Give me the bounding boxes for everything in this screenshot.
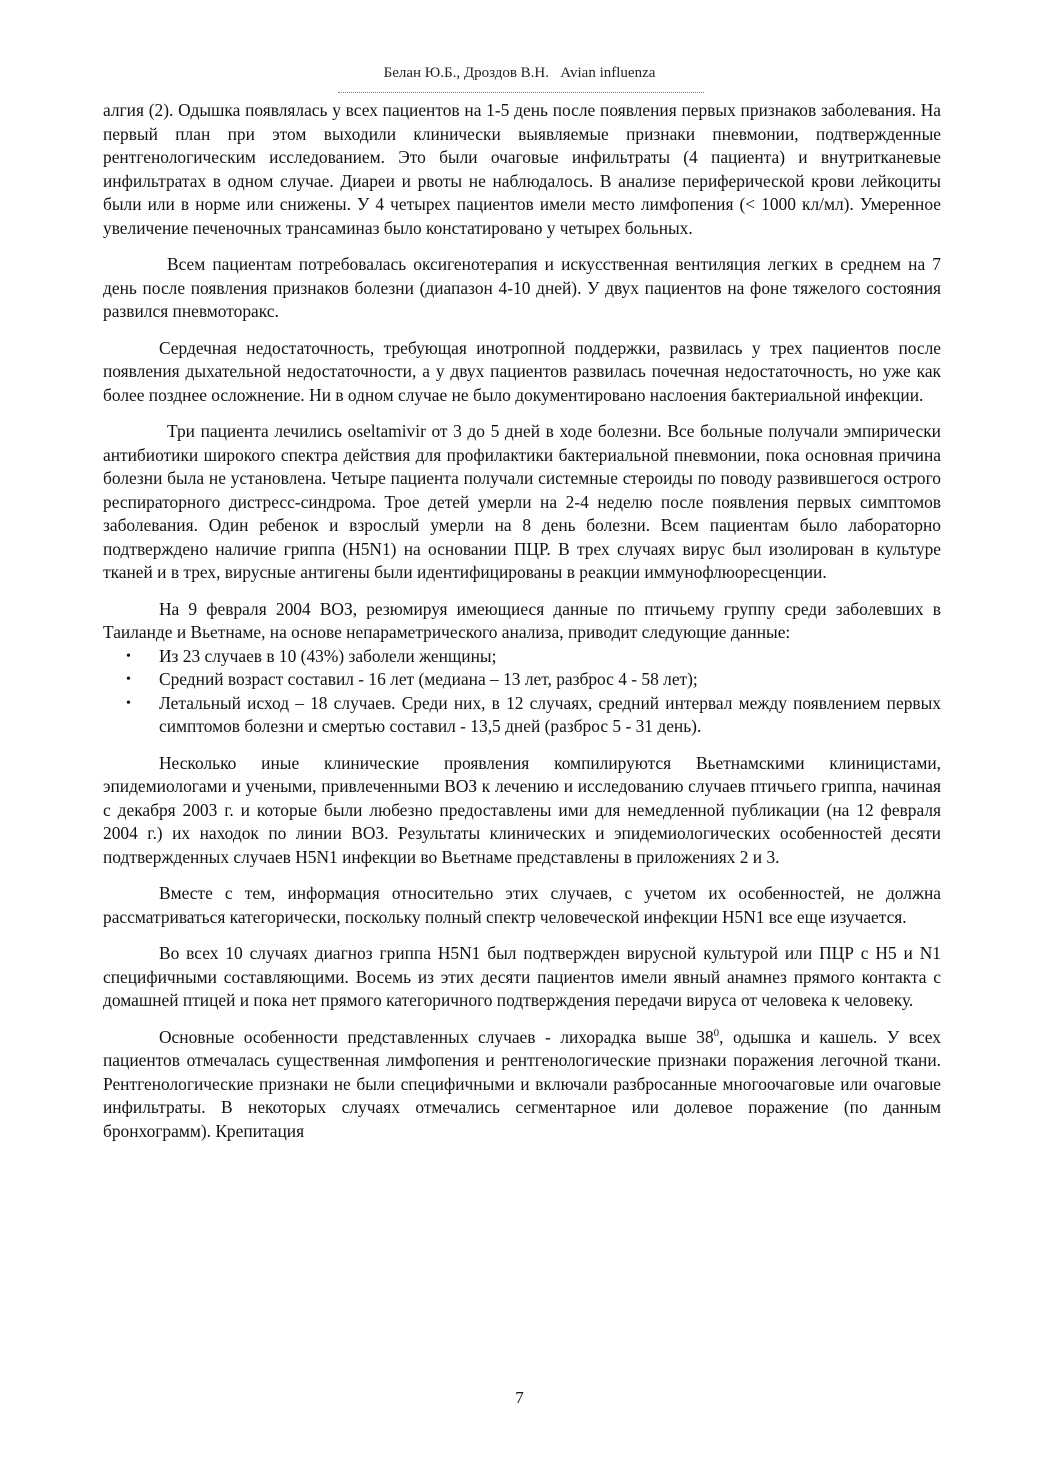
paragraph-1: алгия (2). Одышка появлялась у всех пациентов на 1-5 день после появления первых признаков заболевания. На первый план при этом выходили клинически выявляемые признаки пневмонии, подтвержденные рентгенологическим исследованием. Это были очаговые инфильтраты (4 пациента) и внутритканевые инфильтратах в одном случае. Диареи и рвоты не наблюдалось. В анализе периферической крови лейкоциты были или в норме или снижены. У 4 четырех пациентов имели место лимфопения (< 1000 кл/мл). Умеренное увеличение печеночных трансаминаз было констатировано у четырех больных. (103, 100, 941, 238)
paragraph-3: Сердечная недостаточность, требующая инотропной поддержки, развилась у трех пациентов после появления дыхательной недостаточности, а у двух пациентов развилась почечная недостаточность, но уже как более позднее осложнение. Ни в одном случае не было документировано наслоения бактериальной инфекции. (103, 337, 941, 405)
paragraph-6: Несколько иные клинические проявления компилируются Вьетнамскими клиницистами, эпидемиологами и учеными, привлеченными ВОЗ к лечению и исследованию случаев птичьего гриппа, начиная с декабря 2003 г. и которые были любезно предоставлены ими для немедленной публикации (на 12 февраля 2004 г.) их находок по линии ВОЗ. Результаты клинических и эпидемиологических особенностей десяти подтвержденных случаев H5N1 инфекции во Вьетнаме представлены в приложениях 2 и 3. (103, 752, 941, 867)
list-item-text: Средний возраст составил - 16 лет (медиана – 13 лет, разброс 4 - 58 лет); (159, 669, 698, 689)
paragraph-7: Вместе с тем, информация относительно этих случаев, с учетом их особенностей, не должна рассматриваться категорически, поскольку полный спектр человеческой инфекции H5N1 все еще изучается. (103, 883, 941, 927)
list-item (103, 692, 941, 739)
bullet-icon: • (126, 672, 131, 687)
paragraph-9 (103, 1026, 941, 1144)
body-text (103, 99, 941, 1143)
header-authors: Белан Ю.Б., Дроздов В.Н. (383, 65, 550, 81)
list-item (103, 668, 941, 692)
degree-superscript: 0 (713, 1026, 720, 1039)
bullet-icon: • (126, 648, 131, 664)
bullet-icon: • (126, 695, 131, 711)
paragraph-4: Три пациента лечились oseltamivir от 3 до 5 дней в ходе болезни. Все больные получали эмпирически антибиотики широкого спектра действия для профилактики бактериальной пневмонии, пока основная причина болезни была не установлена. Четыре пациента получали системные стероиды по поводу развившегося острого респираторного дистресс-синдрома. Трое детей умерли на 2-4 неделю после появления первых симптомов заболевания. Один ребенок и взрослый умерли на 8 день болезни. Всем пациентам было лабораторно подтверждено наличие гриппа (H5N1) на основании ПЦР. В трех случаях вирус был изолирован в культуре тканей и в трех, вирусные антигены были идентифицированы в реакции иммунофлюоресценции. (103, 421, 941, 582)
list-item-text: Летальный исход – 18 случаев. Среди них, в 12 случаях, средний интервал между появлением первых симптомов болезни и смертью составил - 13,5 дней (разброс 5 - 31 день). (159, 692, 941, 736)
header-title: Avian influenza (560, 65, 656, 81)
paragraph-5: На 9 февраля 2004 ВОЗ, резюмируя имеющиеся данные по птичьему группу среди заболевших в Таиланде и Вьетнаме, на основе непараметрического анализа, приводит следующие данные: (103, 598, 941, 642)
paragraph-9-start: Основные особенности представленных случаев - лихорадка выше 38 (159, 1026, 714, 1047)
list-item (103, 645, 941, 669)
paragraph-2: Всем пациентам потребовалась оксигенотерапия и искусственная вентиляция легких в среднем на 7 день после появления признаков болезни (диапазон 4-10 дней). У двух пациентов на фоне тяжелого состояния развился пневмоторакс. (103, 254, 941, 321)
running-header (0, 64, 1039, 82)
paragraph-9-end: , одышка и кашель. У всех пациентов отмечалась существенная лимфопения и рентгенологические признаки поражения легочной ткани. Рентгенологические признаки не были специфичными и включали разбросанные многоочаговые или очаговые инфильтраты. В некоторых случаях отмечались сегментарное или долевое поражение (по данным бронхограмм). Крепитация (103, 1026, 941, 1141)
header-divider (338, 92, 704, 93)
page-number: 7 (515, 1388, 524, 1407)
list-item-text: Из 23 случаев в 10 (43%) заболели женщины; (159, 645, 497, 666)
bullet-list (103, 645, 941, 739)
paragraph-8: Во всех 10 случаях диагноз гриппа H5N1 был подтвержден вирусной культурой или ПЦР с H5 и N1 специфичными составляющими. Восемь из этих десяти пациентов имели явный анамнез прямого контакта с домашней птицей и пока нет прямого категоричного подтверждения передачи вируса от человека к человеку. (103, 943, 941, 1010)
